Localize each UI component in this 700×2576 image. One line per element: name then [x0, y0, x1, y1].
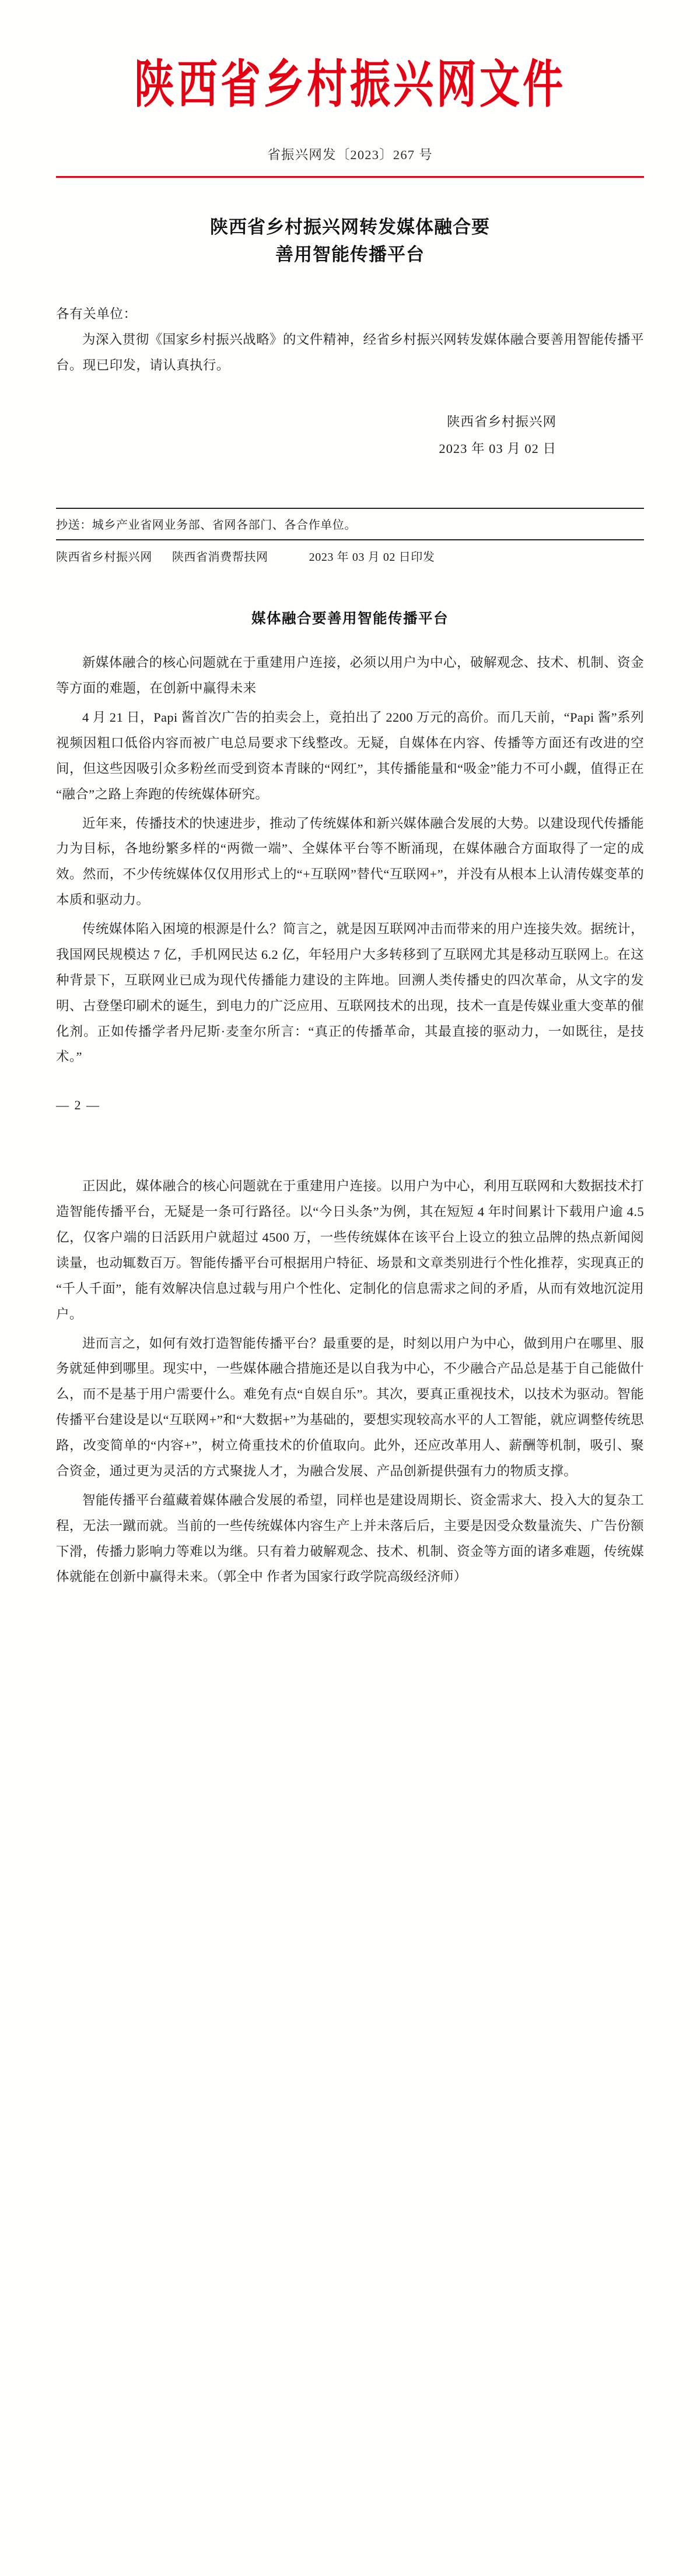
- letter-paragraph: 为深入贯彻《国家乡村振兴战略》的文件精神，经省乡村振兴网转发媒体融合要善用智能传播平台。现已印发，请认真执行。: [56, 332, 644, 373]
- footer-organization-2: 陕西省消费帮扶网: [172, 551, 268, 564]
- article-paragraph: 传统媒体陷入困境的根源是什么？简言之，就是因互联网冲击而带来的用户连接失效。据统计，我国网民规模达 7 亿，手机网民达 6.2 亿，年轻用户大多转移到了互联网尤其是移动互联网上。在这种背景下，互联网业已成为现代传播能力建设的主阵地。回溯人类传播史的四次革命，从文字的发明、古登堡印刷术的诞生，到电力的广泛应用、互联网技术的出现，技术一直是传媒业重大变革的催化剂。正如传播学者丹尼斯·麦奎尔所言：“真正的传播革命，其最直接的驱动力，一如既往，是技术。”: [56, 922, 644, 1064]
- article-heading: 媒体融合要善用智能传播平台: [251, 610, 449, 627]
- copy-to-line: 抄送：城乡产业省网业务部、省网各部门、各合作单位。: [56, 519, 356, 532]
- letter-body: [0, 301, 700, 462]
- doc-title-line-2: 善用智能传播平台: [275, 244, 425, 266]
- signature-organization: 陕西省乡村振兴网: [446, 414, 556, 430]
- page-title: [128, 214, 572, 269]
- article-paragraph: 正因此，媒体融合的核心问题就在于重建用户连接。以用户为中心，利用互联网和大数据技术打造智能传播平台，无疑是一条可行路径。以“今日头条”为例，其在短短 4 年时间累计下载用户逾 4.5 亿，仅客户端的日活跃用户就超过 4500 万，一些传统媒体在该平台上设立的独立品牌的热点新闻阅读量，也动辄数百万。智能传播平台可根据用户特征、场景和文章类别进行个性化推荐，实现真正的“千人千面”，能有效解决信息过载与用户个性化、定制化的信息需求之间的矛盾，从而有效地沉淀用户。: [56, 1179, 644, 1322]
- article-paragraph: 智能传播平台蕴藏着媒体融合发展的希望，同样也是建设周期长、资金需求大、投入大的复杂工程，无法一蹴而就。当前的一些传统媒体内容生产上并未落后后，主要是因受众数量流失、广告份额下滑，传播力影响力等难以为继。只有着力破解观念、技术、机制、资金等方面的诸多难题，传统媒体就能在创新中赢得未来。（郭全中 作者为国家行政学院高级经济师）: [56, 1492, 644, 1584]
- footer-organization-1: 陕西省乡村振兴网: [56, 551, 152, 564]
- document-footer: [56, 540, 644, 564]
- article-paragraph: 4 月 21 日，Papi 酱首次广告的拍卖会上，竟拍出了 2200 万元的高价。而几天前，“Papi 酱”系列视频因粗口低俗内容而被广电总局要求下线整改。无疑，自媒体在内容、传播等方面还有改进的空间，但这些因吸引众多粉丝而受到资本青睐的“网红”，其传播能量和“吸金”能力不可小觑，值得正在“融合”之路上奔跑的传统媒体研究。: [56, 710, 644, 802]
- article-paragraph: 近年来，传播技术的快速进步，推动了传统媒体和新兴媒体融合发展的大势。以建设现代传播能力为目标，各地纷繁多样的“两微一端”、全媒体平台等不断涌现，在媒体融合方面取得了一定的成效。然而，不少传统媒体仅仅用形式上的“+互联网”替代“互联网+”，并没有从根本上认清传媒变革的本质和驱动力。: [56, 816, 644, 908]
- document-number: 省振兴网发〔2023〕267 号: [267, 147, 433, 163]
- article-section: [0, 607, 700, 1070]
- article-section-continued: [0, 1173, 700, 1590]
- article-paragraph: 进而言之，如何有效打造智能传播平台？最重要的是，时刻以用户为中心，做到用户在哪里、服务就延伸到哪里。现实中，一些媒体融合措施还是以自我为中心，不少融合产品总是基于自己能做什么，而不是基于用户需要什么。难免有点“自娱自乐”。其次，要真正重视技术，以技术为驱动。智能传播平台建设是以“互联网+”和“大数据+”为基础的，要想实现较高水平的人工智能，就应调整传统思路，改变简单的“内容+”，树立倚重技术的价值取向。此外，还应改革用人、薪酬等机制，吸引、聚合资金，通过更为灵活的方式聚拢人才，为融合发展、产品创新提供强有力的物质支撑。: [56, 1336, 644, 1478]
- signature-date: 2023 年 03 月 02 日: [439, 441, 556, 456]
- distribution-block: [0, 508, 700, 564]
- red-separator-rule: [56, 176, 644, 178]
- letterhead-title: 陕西省乡村振兴网文件: [134, 54, 566, 115]
- signature-block: [56, 409, 644, 462]
- doc-title-line-1: 陕西省乡村振兴网转发媒体融合要: [210, 217, 490, 238]
- salutation: 各有关单位：: [56, 307, 137, 322]
- footer-print-date: 2023 年 03 月 02 日印发: [309, 551, 435, 564]
- letterhead: [0, 0, 700, 115]
- page-number-marker: — 2 —: [56, 1098, 100, 1113]
- page-break-spacer: [0, 1147, 700, 1173]
- article-paragraph: 新媒体融合的核心问题就在于重建用户连接，必须以用户为中心，破解观念、技术、机制、资金等方面的难题，在创新中赢得未来: [56, 655, 644, 696]
